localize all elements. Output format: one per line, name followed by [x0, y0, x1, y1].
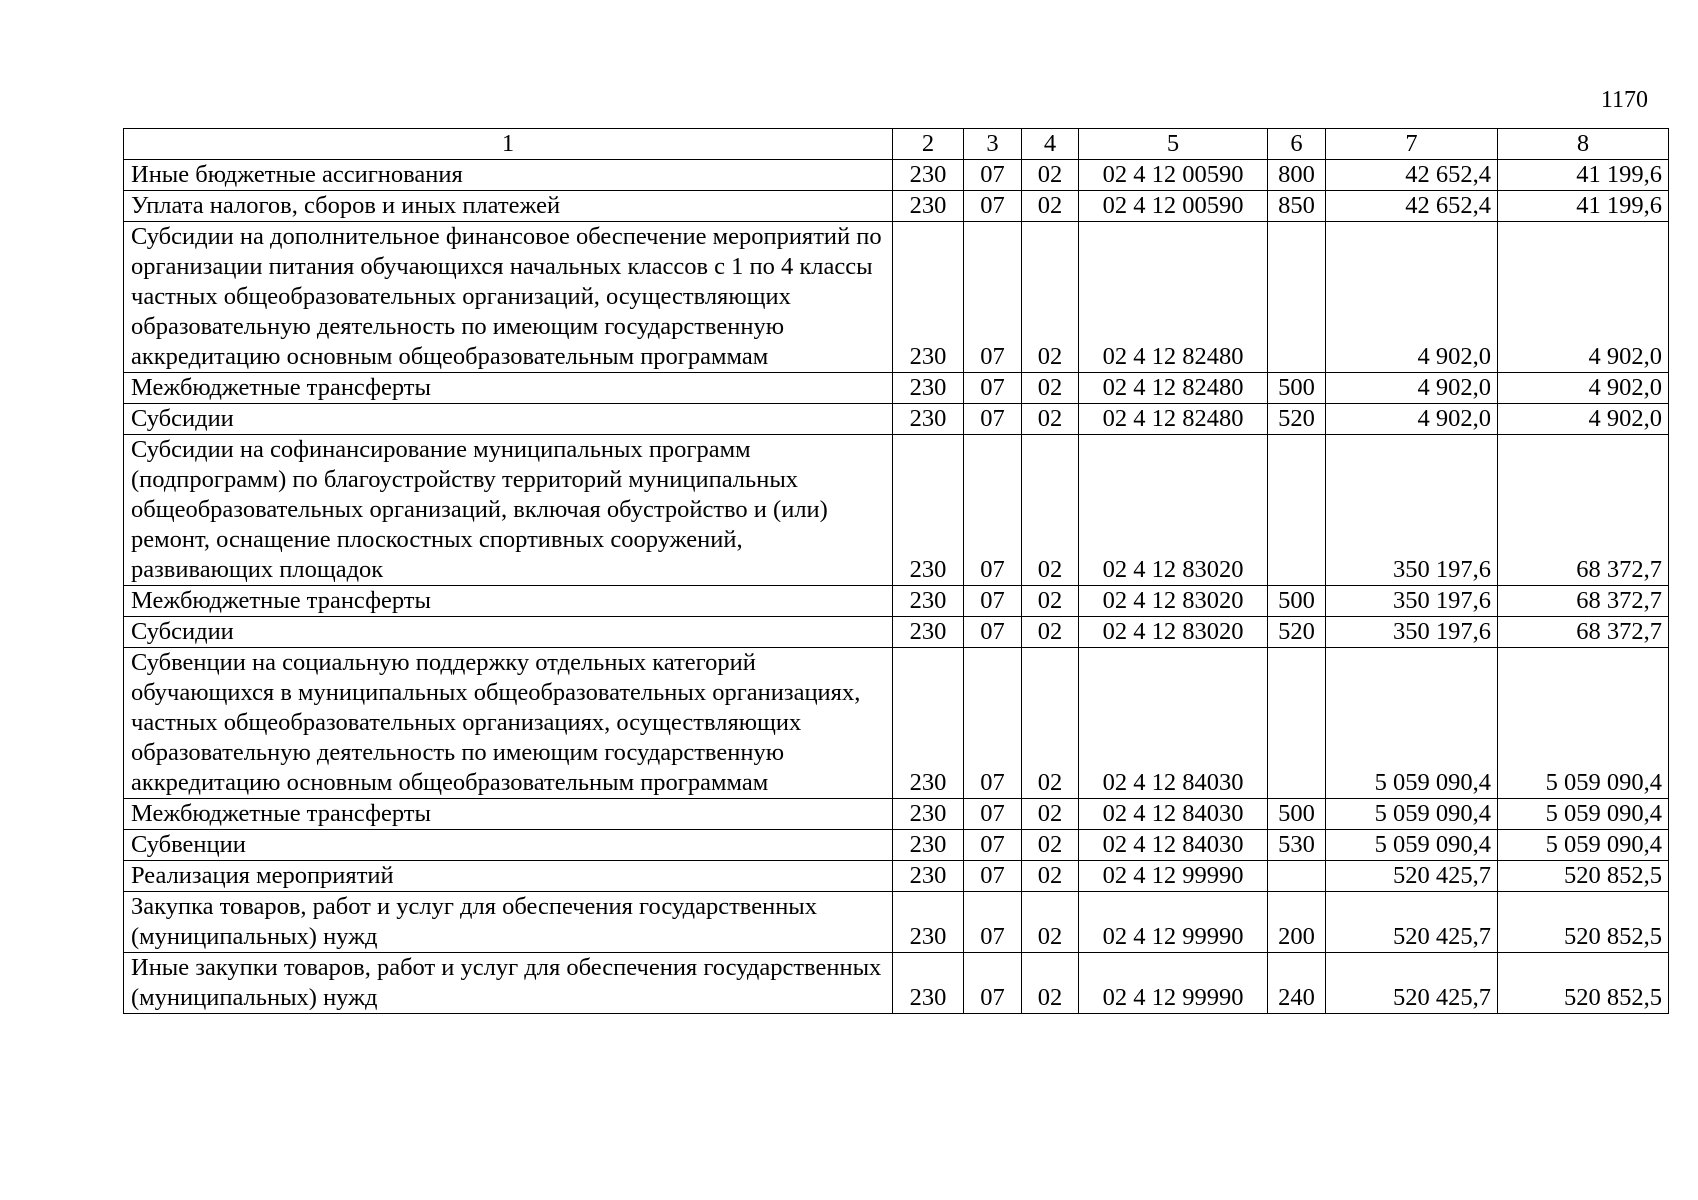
row-col-6 [1268, 648, 1326, 799]
row-description: Субвенции на социальную поддержку отдельных категорий обучающихся в муниципальных общеобразовательных организациях, частных общеобразовательных организациях, осуществляющих образовательную деятельность по имеющим государственную аккредитацию основным общеобразовательным программам [124, 648, 893, 799]
row-col-6: 500 [1268, 799, 1326, 830]
table-row [124, 830, 1669, 861]
table-row [124, 222, 1669, 373]
row-col-8: 68 372,7 [1498, 617, 1669, 648]
row-col-7: 42 652,4 [1326, 160, 1498, 191]
row-col-3: 07 [964, 830, 1022, 861]
row-col-3: 07 [964, 586, 1022, 617]
row-col-5: 02 4 12 82480 [1079, 373, 1268, 404]
row-description: Реализация мероприятий [124, 861, 893, 892]
row-col-8: 5 059 090,4 [1498, 799, 1669, 830]
row-col-7: 5 059 090,4 [1326, 830, 1498, 861]
row-description: Субвенции [124, 830, 893, 861]
row-col-7: 350 197,6 [1326, 586, 1498, 617]
row-col-4: 02 [1022, 404, 1079, 435]
row-col-4: 02 [1022, 953, 1079, 1014]
row-description: Субсидии на софинансирование муниципальных программ (подпрограмм) по благоустройству территорий муниципальных общеобразовательных организаций, включая обустройство и (или) ремонт, оснащение плоскостных спортивных сооружений, развивающих площадок [124, 435, 893, 586]
header-col-3: 3 [964, 129, 1022, 160]
row-col-6 [1268, 861, 1326, 892]
table-row [124, 191, 1669, 222]
row-col-4: 02 [1022, 373, 1079, 404]
header-col-6: 6 [1268, 129, 1326, 160]
page-number: 1170 [1600, 87, 1648, 113]
header-row [124, 129, 1669, 160]
row-col-4: 02 [1022, 435, 1079, 586]
row-col-2: 230 [893, 160, 964, 191]
row-col-8: 520 852,5 [1498, 953, 1669, 1014]
table-row [124, 373, 1669, 404]
header-col-5: 5 [1079, 129, 1268, 160]
row-col-2: 230 [893, 861, 964, 892]
row-col-5: 02 4 12 99990 [1079, 861, 1268, 892]
header-col-4: 4 [1022, 129, 1079, 160]
header-col-7: 7 [1326, 129, 1498, 160]
table-header [124, 129, 1669, 160]
table-row [124, 404, 1669, 435]
row-col-3: 07 [964, 373, 1022, 404]
table-row [124, 892, 1669, 953]
row-col-3: 07 [964, 160, 1022, 191]
table-body [124, 160, 1669, 1014]
row-col-3: 07 [964, 892, 1022, 953]
row-col-6: 800 [1268, 160, 1326, 191]
row-col-4: 02 [1022, 648, 1079, 799]
table-row [124, 953, 1669, 1014]
table-row [124, 648, 1669, 799]
row-col-4: 02 [1022, 892, 1079, 953]
row-col-5: 02 4 12 99990 [1079, 892, 1268, 953]
row-description: Субсидии на дополнительное финансовое обеспечение мероприятий по организации питания обучающихся начальных классов с 1 по 4 классы частных общеобразовательных организаций, осуществляющих образовательную деятельность по имеющим государственную аккредитацию основным общеобразовательным программам [124, 222, 893, 373]
budget-table [123, 128, 1669, 1014]
row-col-7: 520 425,7 [1326, 953, 1498, 1014]
row-col-8: 41 199,6 [1498, 191, 1669, 222]
row-col-2: 230 [893, 648, 964, 799]
row-col-3: 07 [964, 953, 1022, 1014]
table-row [124, 861, 1669, 892]
row-col-8: 68 372,7 [1498, 586, 1669, 617]
row-col-7: 350 197,6 [1326, 435, 1498, 586]
row-description: Субсидии [124, 617, 893, 648]
row-col-8: 41 199,6 [1498, 160, 1669, 191]
row-col-5: 02 4 12 84030 [1079, 799, 1268, 830]
row-col-4: 02 [1022, 799, 1079, 830]
row-col-8: 4 902,0 [1498, 404, 1669, 435]
row-col-4: 02 [1022, 861, 1079, 892]
row-col-3: 07 [964, 222, 1022, 373]
row-col-2: 230 [893, 404, 964, 435]
row-col-6: 500 [1268, 373, 1326, 404]
row-col-2: 230 [893, 617, 964, 648]
row-col-4: 02 [1022, 191, 1079, 222]
row-col-8: 4 902,0 [1498, 373, 1669, 404]
row-col-7: 4 902,0 [1326, 373, 1498, 404]
row-col-3: 07 [964, 191, 1022, 222]
row-col-5: 02 4 12 82480 [1079, 222, 1268, 373]
row-col-6: 500 [1268, 586, 1326, 617]
row-col-5: 02 4 12 84030 [1079, 830, 1268, 861]
row-col-2: 230 [893, 191, 964, 222]
row-col-6: 850 [1268, 191, 1326, 222]
row-col-4: 02 [1022, 830, 1079, 861]
row-col-8: 68 372,7 [1498, 435, 1669, 586]
row-col-3: 07 [964, 617, 1022, 648]
header-col-2: 2 [893, 129, 964, 160]
row-col-4: 02 [1022, 617, 1079, 648]
row-col-3: 07 [964, 404, 1022, 435]
row-col-8: 520 852,5 [1498, 861, 1669, 892]
row-col-2: 230 [893, 586, 964, 617]
row-col-3: 07 [964, 648, 1022, 799]
row-col-8: 4 902,0 [1498, 222, 1669, 373]
row-col-6: 530 [1268, 830, 1326, 861]
row-col-2: 230 [893, 830, 964, 861]
row-col-5: 02 4 12 99990 [1079, 953, 1268, 1014]
row-description: Межбюджетные трансферты [124, 799, 893, 830]
row-col-6: 520 [1268, 617, 1326, 648]
table-row [124, 160, 1669, 191]
row-col-6: 240 [1268, 953, 1326, 1014]
table-row [124, 799, 1669, 830]
row-col-7: 350 197,6 [1326, 617, 1498, 648]
row-col-3: 07 [964, 861, 1022, 892]
row-col-7: 42 652,4 [1326, 191, 1498, 222]
table-row [124, 617, 1669, 648]
row-description: Иные бюджетные ассигнования [124, 160, 893, 191]
row-col-8: 520 852,5 [1498, 892, 1669, 953]
row-col-4: 02 [1022, 160, 1079, 191]
row-col-4: 02 [1022, 222, 1079, 373]
row-col-6: 200 [1268, 892, 1326, 953]
row-description: Межбюджетные трансферты [124, 586, 893, 617]
row-description: Уплата налогов, сборов и иных платежей [124, 191, 893, 222]
row-col-6 [1268, 222, 1326, 373]
row-description: Межбюджетные трансферты [124, 373, 893, 404]
row-col-6: 520 [1268, 404, 1326, 435]
header-col-8: 8 [1498, 129, 1669, 160]
row-col-5: 02 4 12 82480 [1079, 404, 1268, 435]
row-col-7: 520 425,7 [1326, 892, 1498, 953]
row-col-7: 520 425,7 [1326, 861, 1498, 892]
table-row [124, 586, 1669, 617]
row-col-2: 230 [893, 373, 964, 404]
row-col-3: 07 [964, 799, 1022, 830]
row-col-8: 5 059 090,4 [1498, 830, 1669, 861]
header-col-1: 1 [124, 129, 893, 160]
row-col-7: 4 902,0 [1326, 222, 1498, 373]
row-col-6 [1268, 435, 1326, 586]
row-col-7: 5 059 090,4 [1326, 799, 1498, 830]
row-col-2: 230 [893, 953, 964, 1014]
row-col-2: 230 [893, 222, 964, 373]
row-col-5: 02 4 12 83020 [1079, 435, 1268, 586]
row-col-2: 230 [893, 799, 964, 830]
row-col-5: 02 4 12 00590 [1079, 191, 1268, 222]
row-col-2: 230 [893, 435, 964, 586]
row-col-2: 230 [893, 892, 964, 953]
row-col-3: 07 [964, 435, 1022, 586]
row-col-8: 5 059 090,4 [1498, 648, 1669, 799]
row-description: Субсидии [124, 404, 893, 435]
row-col-7: 4 902,0 [1326, 404, 1498, 435]
row-description: Закупка товаров, работ и услуг для обеспечения государственных (муниципальных) нужд [124, 892, 893, 953]
row-col-5: 02 4 12 00590 [1079, 160, 1268, 191]
row-col-5: 02 4 12 83020 [1079, 586, 1268, 617]
row-col-5: 02 4 12 84030 [1079, 648, 1268, 799]
row-col-5: 02 4 12 83020 [1079, 617, 1268, 648]
row-col-4: 02 [1022, 586, 1079, 617]
row-description: Иные закупки товаров, работ и услуг для обеспечения государственных (муниципальных) нужд [124, 953, 893, 1014]
row-col-7: 5 059 090,4 [1326, 648, 1498, 799]
table-row [124, 435, 1669, 586]
